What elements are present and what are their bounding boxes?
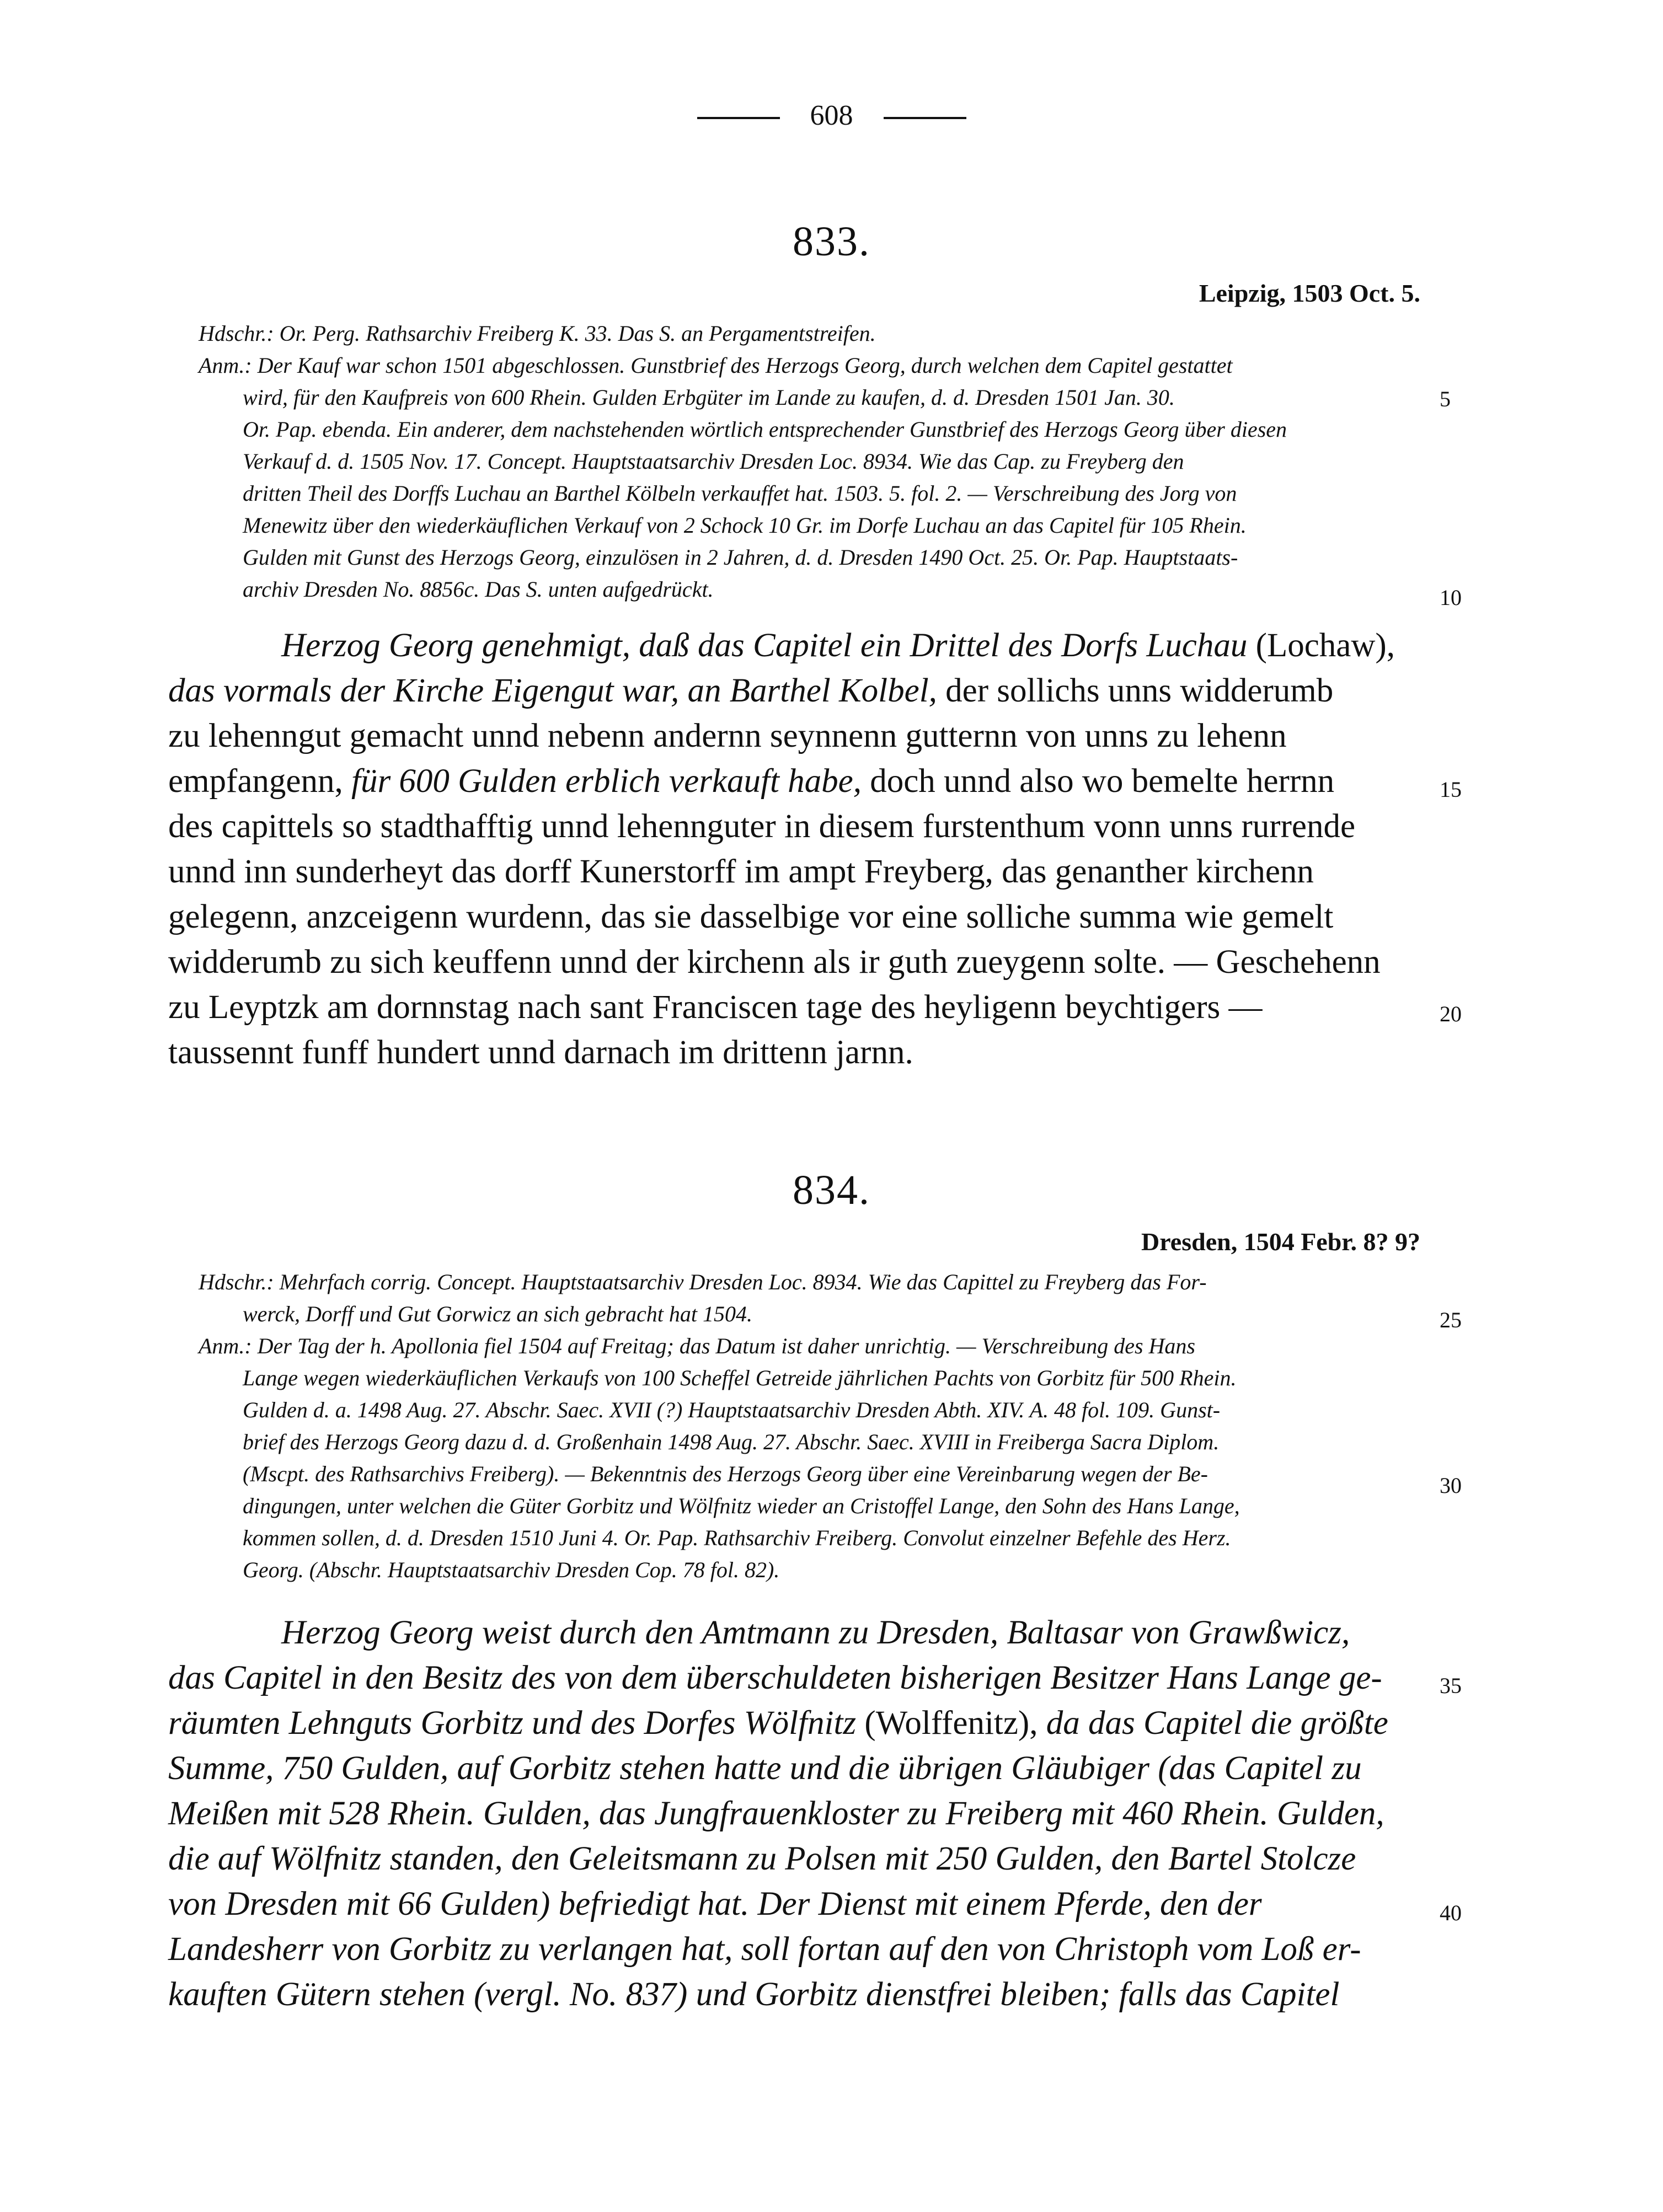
transcription-text: empfangenn, bbox=[168, 763, 351, 800]
transcription-text: (Wolffenitz), bbox=[856, 1705, 1038, 1742]
header-rule-left bbox=[697, 117, 780, 119]
transcription-text: (Lochaw), bbox=[1247, 627, 1395, 664]
summary-text: Meißen mit 528 Rhein. Gulden, das Jungfrauenkloster zu Freiberg mit 460 Rhein. Gulden, bbox=[168, 1795, 1384, 1832]
summary-text: für 600 Gulden erblich verkauft habe, bbox=[351, 763, 862, 800]
transcription-text: unnd inn sunderheyt das dorff Kunerstorff im ampt Freyberg, das genanther kirchenn bbox=[168, 853, 1314, 890]
summary-text: kauften Gütern stehen (vergl. No. 837) und Gorbitz dienstfrei bleiben; falls das Capitel bbox=[168, 1976, 1340, 2013]
transcription-text: der sollichs unns widderumb bbox=[937, 672, 1334, 709]
body-line bbox=[168, 674, 1333, 708]
note-line: Hdschr.: Or. Perg. Rathsarchiv Freiberg K. 33. Das S. an Pergamentstreifen. bbox=[199, 321, 876, 346]
summary-text: räumten Lehnguts Gorbitz und des Dorfes Wölfnitz bbox=[168, 1705, 857, 1742]
note-line: brief des Herzogs Georg dazu d. d. Großenhain 1498 Aug. 27. Abschr. Saec. XVIII in Freiberga Sacra Diplom. bbox=[243, 1429, 1220, 1454]
body-line bbox=[168, 1978, 1339, 2011]
note-line: Anm.: Der Tag der h. Apollonia fiel 1504 auf Freitag; das Datum ist daher unrichtig. — Verschreibung des Hans bbox=[199, 1333, 1195, 1358]
transcription-text: zu lehenngut gemacht unnd nebenn andernn seynnenn gutternn von unns zu lehenn bbox=[168, 717, 1287, 754]
summary-text: das vormals der Kirche Eigengut war, an Barthel Kolbel, bbox=[168, 672, 937, 709]
body-line bbox=[168, 900, 1333, 934]
transcription-text: taussennt funff hundert unnd darnach im drittenn jarnn. bbox=[168, 1034, 913, 1071]
summary-text: Landesherr von Gorbitz zu verlangen hat, soll fortan auf den von Christoph vom Loß er- bbox=[168, 1931, 1361, 1968]
body-line bbox=[168, 1887, 1262, 1921]
note-line: kommen sollen, d. d. Dresden 1510 Juni 4. Or. Pap. Rathsarchiv Freiberg. Convolut einzelner Befehle des Herz. bbox=[243, 1525, 1231, 1550]
body-line bbox=[168, 810, 1355, 843]
body-line bbox=[168, 1842, 1356, 1876]
summary-text: Herzog Georg weist durch den Amtmann zu Dresden, Baltasar von Grawßwicz, bbox=[281, 1614, 1350, 1651]
note-line: archiv Dresden No. 8856c. Das S. unten aufgedrückt. bbox=[243, 577, 714, 602]
note-line: Menewitz über den wiederkäuflichen Verkauf von 2 Schock 10 Gr. im Dorfe Luchau an das Capitel für 105 Rhein. bbox=[243, 513, 1247, 538]
summary-text: Herzog Georg genehmigt, daß das Capitel ein Drittel des Dorfs Luchau bbox=[281, 627, 1248, 664]
entry-number: 833. bbox=[793, 218, 870, 265]
body-line bbox=[281, 1616, 1350, 1649]
summary-text: die auf Wölfnitz standen, den Geleitsmann zu Polsen mit 250 Gulden, den Bartel Stolcze bbox=[168, 1840, 1356, 1877]
entry-number: 834. bbox=[793, 1167, 870, 1213]
body-line bbox=[168, 1706, 1388, 1740]
line-number: 30 bbox=[1440, 1473, 1462, 1498]
body-line bbox=[168, 764, 1334, 798]
summary-text: von Dresden mit 66 Gulden) befriedigt hat. Der Dienst mit einem Pferde, den der bbox=[168, 1886, 1262, 1922]
line-number: 40 bbox=[1440, 1900, 1462, 1925]
line-number: 20 bbox=[1440, 1001, 1462, 1026]
body-line bbox=[168, 1752, 1362, 1785]
header-rule-right bbox=[884, 117, 966, 119]
transcription-text: doch unnd also wo bemelte herrnn bbox=[861, 763, 1335, 800]
body-line bbox=[168, 855, 1314, 888]
note-line: Georg. (Abschr. Hauptstaatsarchiv Dresden Cop. 78 fol. 82). bbox=[243, 1557, 780, 1582]
body-line bbox=[281, 629, 1395, 662]
note-line: Hdschr.: Mehrfach corrig. Concept. Hauptstaatsarchiv Dresden Loc. 8934. Wie das Capittel zu Freyberg das For- bbox=[199, 1270, 1207, 1294]
note-line: dingungen, unter welchen die Güter Gorbitz und Wölfnitz wieder an Cristoffel Lange, den Sohn des Hans Lange, bbox=[243, 1493, 1240, 1518]
transcription-text: des capittels so stadthafftig unnd lehennguter in diesem furstenthum vonn unns rurrende bbox=[168, 808, 1356, 845]
page-header bbox=[0, 99, 1663, 132]
entry-place-date: Leipzig, 1503 Oct. 5. bbox=[1199, 279, 1420, 307]
note-line: wird, für den Kaufpreis von 600 Rhein. Gulden Erbgüter im Lande zu kaufen, d. d. Dresden 1501 Jan. 30. bbox=[243, 385, 1175, 410]
note-line: Anm.: Der Kauf war schon 1501 abgeschlossen. Gunstbrief des Herzogs Georg, durch welchen dem Capitel gestattet bbox=[199, 353, 1233, 378]
line-number: 10 bbox=[1440, 585, 1462, 610]
note-line: Lange wegen wiederkäuflichen Verkaufs von 100 Scheffel Getreide jährlichen Pachts von Gorbitz für 500 Rhein. bbox=[243, 1365, 1237, 1390]
summary-text: da das Capitel die größte bbox=[1038, 1705, 1388, 1742]
body-line bbox=[168, 719, 1287, 753]
transcription-text: widderumb zu sich keuffenn unnd der kirchenn als ir guth zueygenn solte. — Geschehenn bbox=[168, 944, 1381, 981]
summary-text: Summe, 750 Gulden, auf Gorbitz stehen hatte und die übrigen Gläubiger (das Capitel zu bbox=[168, 1750, 1362, 1787]
line-number: 15 bbox=[1440, 777, 1462, 802]
note-line: werck, Dorff und Gut Gorwicz an sich gebracht hat 1504. bbox=[243, 1302, 753, 1326]
entry-place-date: Dresden, 1504 Febr. 8? 9? bbox=[1141, 1228, 1420, 1256]
body-line bbox=[168, 945, 1381, 979]
body-line bbox=[168, 1797, 1384, 1830]
line-number: 25 bbox=[1440, 1308, 1462, 1332]
body-line bbox=[168, 1661, 1382, 1695]
summary-text: das Capitel in den Besitz des von dem überschuldeten bisherigen Besitzer Hans Lange ge- bbox=[168, 1659, 1382, 1696]
body-line bbox=[168, 1932, 1361, 1966]
transcription-text: gelegenn, anzceigenn wurdenn, das sie dasselbige vor eine solliche summa wie gemelt bbox=[168, 898, 1334, 935]
body-line bbox=[168, 1036, 913, 1069]
note-line: (Mscpt. des Rathsarchivs Freiberg). — Bekenntnis des Herzogs Georg über eine Vereinbarung wegen der Be- bbox=[243, 1461, 1208, 1486]
page-number: 608 bbox=[810, 100, 853, 131]
transcription-text: zu Leyptzk am dornnstag nach sant Franciscen tage des heyligenn beychtigers — bbox=[168, 989, 1263, 1026]
body-line bbox=[168, 990, 1263, 1024]
note-line: Or. Pap. ebenda. Ein anderer, dem nachstehenden wörtlich entsprechender Gunstbrief des Herzogs Georg über diesen bbox=[243, 417, 1287, 442]
note-line: Verkauf d. d. 1505 Nov. 17. Concept. Hauptstaatsarchiv Dresden Loc. 8934. Wie das Cap. zu Freyberg den bbox=[243, 449, 1184, 474]
note-line: Gulden d. a. 1498 Aug. 27. Abschr. Saec. XVII (?) Hauptstaatsarchiv Dresden Abth. XIV. A. 48 fol. 109. Gunst- bbox=[243, 1397, 1221, 1422]
line-number: 35 bbox=[1440, 1673, 1462, 1698]
note-line: dritten Theil des Dorffs Luchau an Barthel Kölbeln verkauffet hat. 1503. 5. fol. 2. — Verschreibung des Jorg von bbox=[243, 481, 1237, 506]
note-line: Gulden mit Gunst des Herzogs Georg, einzulösen in 2 Jahren, d. d. Dresden 1490 Oct. 25. Or. Pap. Hauptstaats- bbox=[243, 545, 1238, 570]
line-number: 5 bbox=[1440, 387, 1451, 411]
